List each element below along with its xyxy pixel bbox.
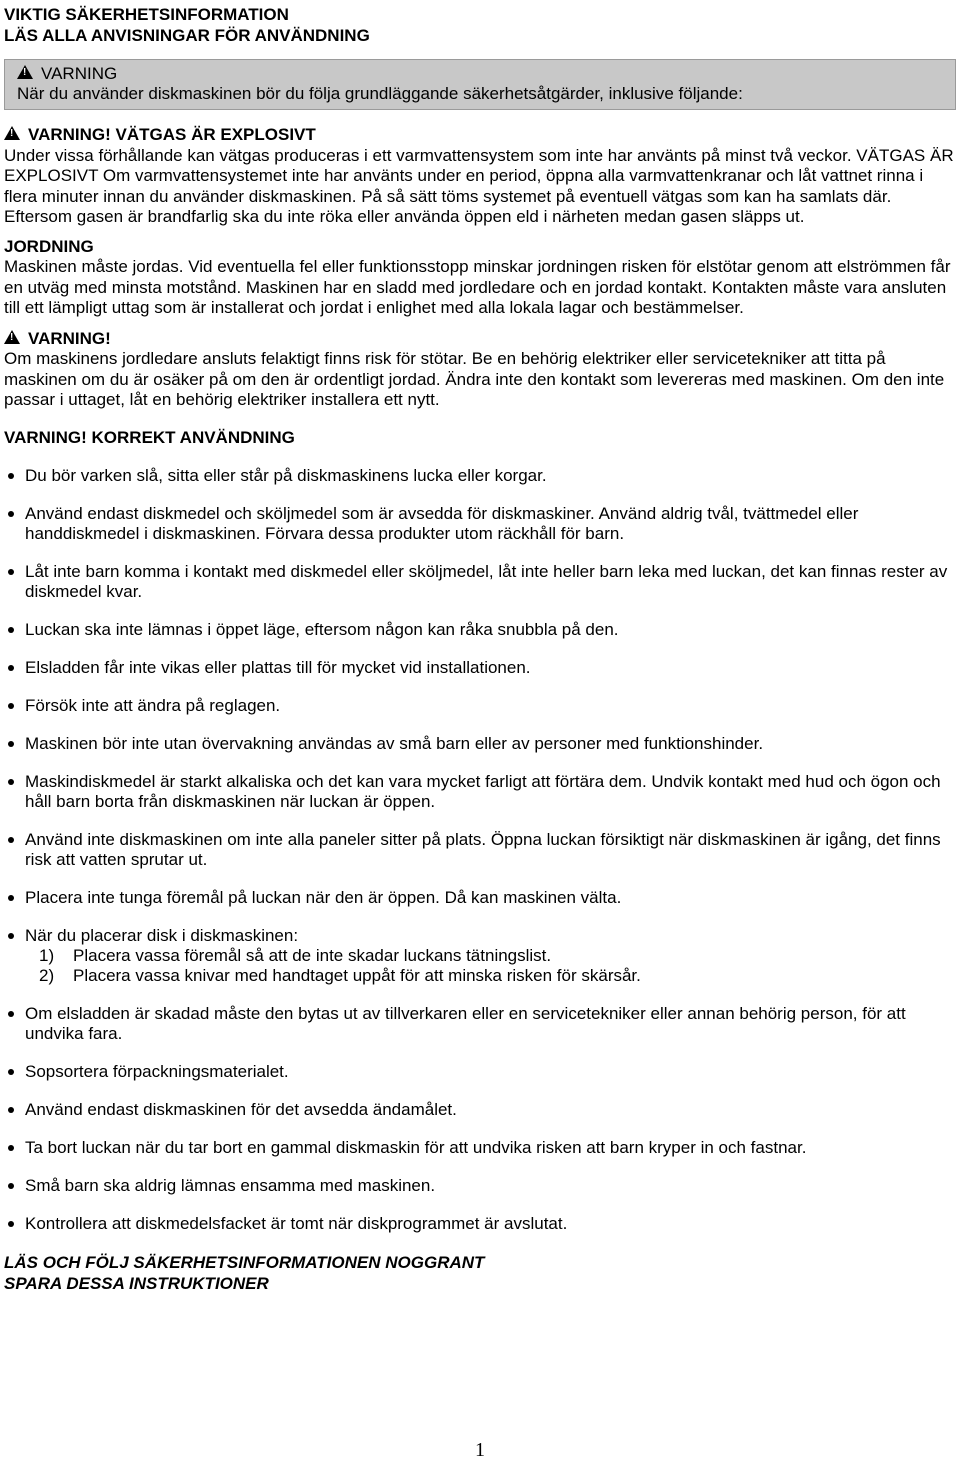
usage-list: [4, 466, 956, 1234]
bullet-icon: [8, 511, 14, 517]
list-item: Sopsortera förpackningsmaterialet.: [4, 1062, 956, 1082]
closing-line-2: SPARA DESSA INSTRUKTIONER: [4, 1274, 269, 1293]
sub-item-1: 1) Placera vassa föremål så att de inte skadar luckans tätningslist.: [39, 946, 552, 965]
hydrogen-heading-text: VARNING! VÄTGAS ÄR EXPLOSIVT: [28, 125, 316, 144]
usage-section: [4, 428, 956, 1235]
closing-notice: [4, 1252, 956, 1294]
bullet-icon: [8, 1221, 14, 1227]
list-item: Använd inte diskmaskinen om inte alla paneler sitter på plats. Öppna luckan försiktigt när diskmaskinen är igång, det finns risk att vatten sprutar ut.: [4, 830, 956, 870]
list-item: Små barn ska aldrig lämnas ensamma med maskinen.: [4, 1176, 956, 1196]
list-item: Försök inte att ändra på reglagen.: [4, 696, 956, 716]
warning-banner: [4, 59, 956, 110]
warning2-heading: [4, 329, 956, 350]
bullet-icon: [8, 1069, 14, 1075]
banner-text: När du använder diskmaskinen bör du följa grundläggande säkerhetsåtgärder, inklusive följande:: [17, 84, 743, 103]
banner-heading: [17, 64, 943, 84]
warning2-text: Om maskinens jordledare ansluts felaktigt finns risk för stötar. Be en behörig elektriker eller servicetekniker att titta på maskinen om du är osäker på om den är ordentligt jordad. Ändra inte den kontakt som levereras med maskinen. Om den inte passar i uttaget, låt en behörig elektriker installera ett nytt.: [4, 349, 945, 409]
list-item: Maskindiskmedel är starkt alkaliska och det kan vara mycket farligt att förtära dem. Undvik kontakt med hud och ögon och håll barn borta från diskmaskinen när luckan är öppen.: [4, 772, 956, 812]
page-number: 1: [475, 1439, 485, 1461]
list-item: Använd endast diskmaskinen för det avsedda ändamålet.: [4, 1100, 956, 1120]
bullet-icon: [8, 703, 14, 709]
closing-line-1: LÄS OCH FÖLJ SÄKERHETSINFORMATIONEN NOGGRANT: [4, 1253, 485, 1272]
list-item: Maskinen bör inte utan övervakning användas av små barn eller av personer med funktionshinder.: [4, 734, 956, 754]
bullet-icon: [8, 627, 14, 633]
bullet-icon: [8, 1011, 14, 1017]
bullet-icon: [8, 569, 14, 575]
warning-grounding-section: [4, 329, 956, 411]
list-item: Elsladden får inte vikas eller plattas till för mycket vid installationen.: [4, 658, 956, 678]
grounding-heading: JORDNING: [4, 236, 94, 256]
warning2-heading-text: VARNING!: [28, 328, 111, 348]
warning-triangle-icon: [4, 126, 20, 140]
sub-item-2: 2) Placera vassa knivar med handtaget uppåt för att minska risken för skärsår.: [39, 966, 641, 985]
list-item: Om elsladden är skadad måste den bytas ut av tillverkaren eller en servicetekniker eller annan behörig person, för att undvika fara.: [4, 1004, 956, 1044]
title-line-2: LÄS ALLA ANVISNINGAR FÖR ANVÄNDNING: [4, 26, 370, 45]
hydrogen-text: Under vissa förhållande kan vätgas produceras i ett varmvattensystem som inte har använts på minst två veckor. VÄTGAS ÄR EXPLOSIVT Om varmvattensystemet inte har använts under en period, öppna alla varmvattenkranar och låt vattnet rinna i flera minuter innan du använder diskmaskinen. På så sätt töms systemet på eventuell vätgas som kan ha samlats där. Eftersom gasen är brandfarlig ska du inte röka eller använda öppen eld i närheten medan gasen släpps ut.: [4, 145, 954, 226]
bullet-icon: [8, 741, 14, 747]
safety-page: [4, 4, 956, 1294]
bullet-icon: [8, 837, 14, 843]
hydrogen-heading: [4, 125, 956, 146]
usage-heading: VARNING! KORREKT ANVÄNDNING: [4, 427, 295, 447]
list-item: Kontrollera att diskmedelsfacket är tomt när diskprogrammet är avslutat.: [4, 1214, 956, 1234]
list-item: Ta bort luckan när du tar bort en gammal diskmaskin för att undvika risken att barn kryper in och fastnar.: [4, 1138, 956, 1158]
banner-label: VARNING: [41, 64, 118, 83]
grounding-text: Maskinen måste jordas. Vid eventuella fel eller funktionsstopp minskar jordningen risken för elstötar genom att elströmmen får en utväg med minsta motstånd. Maskinen har en sladd med jordledare och en jordad kontakt. Kontakten måste vara ansluten till ett lämpligt uttag som är installerat och jordat i enlighet med alla lokala lagar och bestämmelser.: [4, 257, 951, 317]
hydrogen-section: [4, 125, 956, 228]
list-item: Luckan ska inte lämnas i öppet läge, eftersom någon kan råka snubbla på den.: [4, 620, 956, 640]
bullet-icon: [8, 473, 14, 479]
list-item: Låt inte barn komma i kontakt med diskmedel eller sköljmedel, låt inte heller barn leka med luckan, det kan finnas rester av diskmedel kvar.: [4, 562, 956, 602]
bullet-icon: [8, 1183, 14, 1189]
bullet-icon: [8, 933, 14, 939]
bullet-icon: [8, 895, 14, 901]
bullet-icon: [8, 1145, 14, 1151]
warning-triangle-icon: [4, 330, 20, 344]
bullet-icon: [8, 1107, 14, 1113]
title-line-1: VIKTIG SÄKERHETSINFORMATION: [4, 5, 289, 24]
bullet-icon: [8, 665, 14, 671]
list-item: Använd endast diskmedel och sköljmedel som är avsedda för diskmaskiner. Använd aldrig tvål, tvättmedel eller handdiskmedel i diskmaskinen. Förvara dessa produkter utom räckhåll för barn.: [4, 504, 956, 544]
list-item: Du bör varken slå, sitta eller står på diskmaskinens lucka eller korgar.: [4, 466, 956, 486]
page-title: [4, 4, 956, 46]
list-item: Placera inte tunga föremål på luckan när den är öppen. Då kan maskinen välta.: [4, 888, 956, 908]
warning-triangle-icon: [17, 65, 33, 79]
grounding-section: [4, 237, 956, 319]
bullet-icon: [8, 779, 14, 785]
list-item-dishes: När du placerar disk i diskmaskinen: 1) Placera vassa föremål så att de inte skadar luckans tätningslist. 2) Placera vassa knivar med handtaget uppåt för att minska risken för skärsår.: [4, 926, 956, 986]
